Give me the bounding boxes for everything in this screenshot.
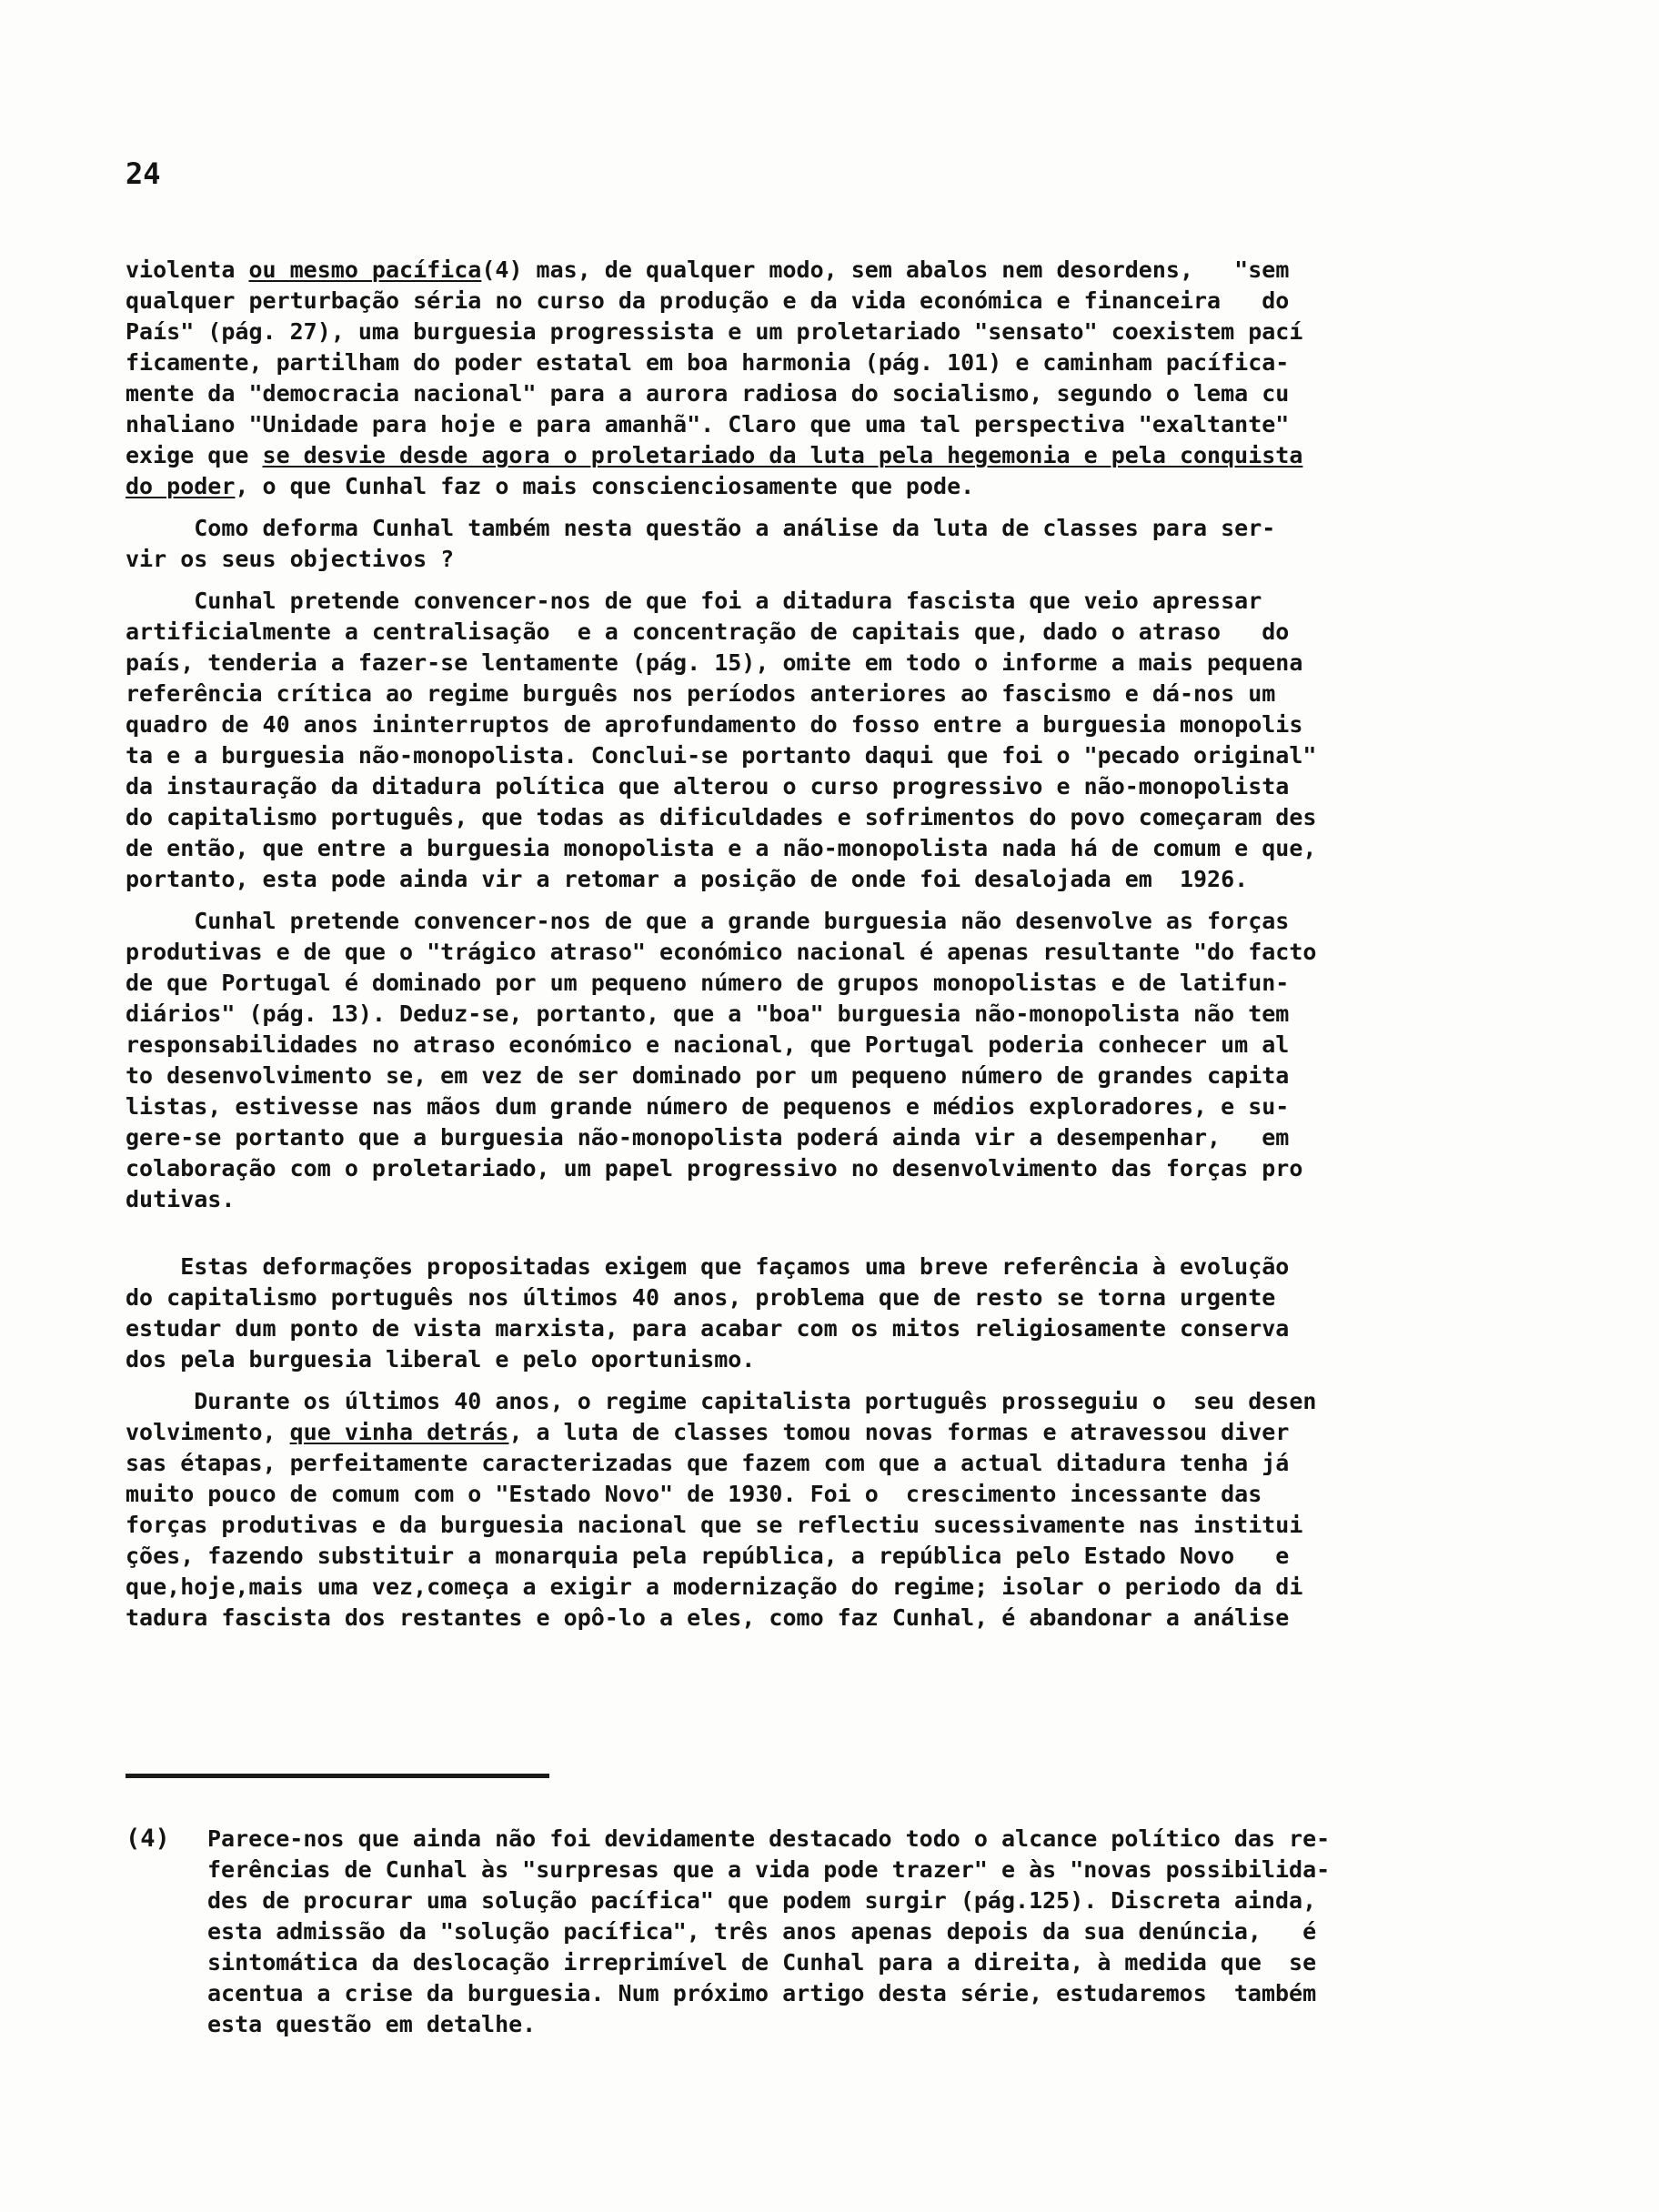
text-run: qualquer perturbação séria no curso da produção e da vida económica e financeira do: [126, 287, 1290, 314]
text-line: [126, 1252, 1490, 1282]
text-run: tadura fascista dos restantes e opô-lo a eles, como faz Cunhal, é abandonar a análise: [126, 1604, 1290, 1631]
text-run: forças produtivas e da burguesia nacional que se reflectiu sucessivamente nas institui: [126, 1512, 1303, 1538]
text-run: Cunhal pretende convencer-nos de que a grande burguesia não desenvolve as forças: [126, 908, 1290, 934]
text-run: , a luta de classes tomou novas formas e atravessou diver: [508, 1419, 1290, 1445]
text-line: [126, 440, 1490, 471]
text-run: volvimento,: [126, 1419, 290, 1445]
text-line: [126, 937, 1490, 968]
text-line: [126, 1030, 1490, 1061]
text-run: ficamente, partilham do poder estatal em boa harmonia (pág. 101) e caminham pacífica-: [126, 349, 1290, 376]
text-line: [126, 1153, 1490, 1184]
text-line: [126, 906, 1490, 937]
text-run: que,hoje,mais uma vez,começa a exigir a modernização do regime; isolar o periodo da di: [126, 1574, 1303, 1600]
underlined-text: que vinha detrás: [289, 1419, 509, 1445]
text-run: da instauração da ditadura política que alterou o curso progressivo e não-monopolista: [126, 773, 1290, 799]
text-line: [126, 1417, 1490, 1448]
text-run: do capitalismo português, que todas as dificuldades e sofrimentos do povo começaram des: [126, 804, 1317, 830]
text-line: [126, 802, 1490, 833]
text-run: (4) mas, de qualquer modo, sem abalos nem desordens, "sem: [481, 256, 1290, 283]
text-line: [126, 1122, 1490, 1153]
text-run: colaboração com o proletariado, um papel progressivo no desenvolvimento das forças pro: [126, 1155, 1303, 1181]
paragraph: [126, 1252, 1490, 1375]
text-line: [126, 1541, 1490, 1572]
underlined-text: do poder: [126, 473, 236, 499]
text-line: [126, 544, 1490, 575]
text-run: to desenvolvimento se, em vez de ser dominado por um pequeno número de grandes capita: [126, 1062, 1290, 1089]
underlined-text: se desvie desde agora o proletariado da luta pela hegemonia e pela conquista: [262, 442, 1303, 468]
text-run: mente da "democracia nacional" para a aurora radiosa do socialismo, segundo o lema cu: [126, 380, 1290, 407]
text-run: muito pouco de comum com o "Estado Novo" de 1930. Foi o crescimento incessante das: [126, 1481, 1262, 1507]
text-line: [126, 1448, 1490, 1479]
footnote-line: esta admissão da "solução pacífica", três anos apenas depois da sua denúncia, é: [207, 1918, 1317, 1945]
text-run: Durante os últimos 40 anos, o regime capitalista português prosseguiu o seu desen: [126, 1388, 1317, 1414]
text-run: portanto, esta pode ainda vir a retomar a posição de onde foi desalojada em 1926.: [126, 866, 1249, 892]
footnote-marker: (4): [126, 1825, 170, 1853]
text-line: [126, 586, 1490, 617]
text-run: diários" (pág. 13). Deduz-se, portanto, que a "boa" burguesia não-monopolista não tem: [126, 1000, 1290, 1027]
text-line: [126, 317, 1490, 347]
text-line: [126, 1344, 1490, 1375]
footnote-line: ferências de Cunhal às "surpresas que a vida pode trazer" e às "novas possibilida-: [207, 1856, 1331, 1883]
text-run: referência crítica ao regime burguês nos períodos anteriores ao fascismo e dá-nos um: [126, 680, 1276, 707]
text-run: sas étapas, perfeitamente caracterizadas que fazem com que a actual ditadura tenha já: [126, 1450, 1290, 1476]
page-number: 24: [126, 156, 161, 191]
footnote-text: [207, 1824, 1330, 2040]
footnote-line: sintomática da deslocação irreprimível de Cunhal para a direita, à medida que se: [207, 1949, 1317, 1976]
text-line: [126, 286, 1490, 317]
text-line: [126, 1184, 1490, 1215]
text-line: [126, 1282, 1490, 1313]
paragraph: [126, 513, 1490, 575]
text-run: Estas deformações propositadas exigem que façamos uma breve referência à evolução: [126, 1253, 1290, 1280]
text-run: violenta: [126, 256, 249, 283]
text-run: de então, que entre a burguesia monopolista e a não-monopolista nada há de comum e que,: [126, 835, 1317, 861]
footnote-line: esta questão em detalhe.: [207, 2011, 537, 2037]
text-line: [126, 255, 1490, 286]
text-run: do capitalismo português nos últimos 40 anos, problema que de resto se torna urgente: [126, 1284, 1276, 1311]
text-line: [126, 1313, 1490, 1344]
text-run: gere-se portanto que a burguesia não-monopolista poderá ainda vir a desempenhar, em: [126, 1124, 1290, 1151]
footnote-line: des de procurar uma solução pacífica" que podem surgir (pág.125). Discreta ainda,: [207, 1887, 1317, 1914]
text-line: [126, 864, 1490, 895]
text-line: [126, 347, 1490, 378]
footnote-separator: [126, 1774, 549, 1778]
text-run: dutivas.: [126, 1186, 236, 1212]
text-line: [126, 1603, 1490, 1634]
text-line: [126, 679, 1490, 709]
text-run: listas, estivesse nas mãos dum grande número de pequenos e médios exploradores, e su-: [126, 1093, 1290, 1120]
text-line: [126, 1091, 1490, 1122]
text-line: [126, 1572, 1490, 1603]
text-run: estudar dum ponto de vista marxista, para acabar com os mitos religiosamente conserva: [126, 1315, 1290, 1342]
text-line: [126, 1479, 1490, 1510]
text-line: [126, 771, 1490, 802]
paragraph: [126, 586, 1490, 895]
text-line: [126, 968, 1490, 999]
text-run: de que Portugal é dominado por um pequeno número de grupos monopolistas e de latifun-: [126, 970, 1290, 996]
text-line: [126, 709, 1490, 740]
paragraph: [126, 255, 1490, 502]
text-line: [126, 999, 1490, 1030]
footnote-line: acentua a crise da burguesia. Num próximo artigo desta série, estudaremos também: [207, 1980, 1317, 2006]
text-run: artificialmente a centralisação e a concentração de capitais que, dado o atraso do: [126, 618, 1290, 645]
text-run: dos pela burguesia liberal e pelo oportunismo.: [126, 1346, 756, 1372]
text-run: produtivas e de que o "trágico atraso" económico nacional é apenas resultante "do facto: [126, 939, 1317, 965]
body-text: [126, 255, 1490, 1634]
text-run: , o que Cunhal faz o mais conscienciosamente que pode.: [235, 473, 975, 499]
paragraph: [126, 906, 1490, 1215]
text-run: Como deforma Cunhal também nesta questão a análise da luta de classes para ser-: [126, 515, 1276, 541]
text-line: [126, 1510, 1490, 1541]
text-run: ções, fazendo substituir a monarquia pela república, a república pelo Estado Novo e: [126, 1543, 1290, 1569]
text-run: vir os seus objectivos ?: [126, 546, 455, 572]
text-line: [126, 409, 1490, 440]
text-line: [126, 833, 1490, 864]
text-line: [126, 1386, 1490, 1417]
text-line: [126, 740, 1490, 771]
text-run: país, tenderia a fazer-se lentamente (pág. 15), omite em todo o informe a mais pequena: [126, 649, 1303, 676]
paragraph: [126, 1386, 1490, 1634]
text-run: ta e a burguesia não-monopolista. Conclui-se portanto daqui que foi o "pecado original": [126, 742, 1317, 769]
text-line: [126, 617, 1490, 648]
text-run: responsabilidades no atraso económico e nacional, que Portugal poderia conhecer um al: [126, 1031, 1290, 1058]
text-run: nhaliano "Unidade para hoje e para amanhã". Claro que uma tal perspectiva "exaltante": [126, 411, 1290, 437]
text-run: Cunhal pretende convencer-nos de que foi a ditadura fascista que veio apressar: [126, 588, 1262, 614]
text-line: [126, 471, 1490, 502]
text-run: País" (pág. 27), uma burguesia progressista e um proletariado "sensato" coexistem pací: [126, 318, 1303, 345]
footnote-line: Parece-nos que ainda não foi devidamente destacado todo o alcance político das re-: [207, 1825, 1331, 1852]
text-line: [126, 1061, 1490, 1091]
underlined-text: ou mesmo pacífica: [248, 256, 482, 283]
text-run: quadro de 40 anos ininterruptos de aprofundamento do fosso entre a burguesia monopolis: [126, 711, 1303, 738]
text-line: [126, 513, 1490, 544]
text-line: [126, 648, 1490, 679]
text-line: [126, 378, 1490, 409]
text-run: exige que: [126, 442, 263, 468]
